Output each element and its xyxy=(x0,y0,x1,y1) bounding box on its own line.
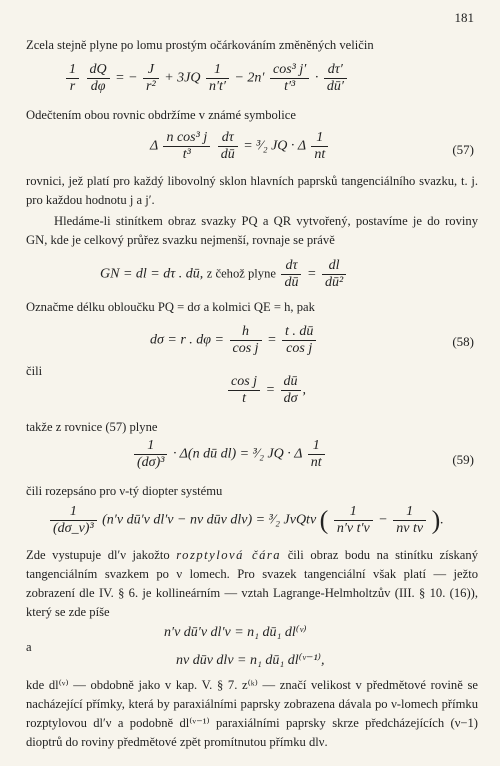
paragraph-1: Zcela stejně plyne po lomu prostým očárkováním změněných veličin xyxy=(26,38,374,52)
page-number: 181 xyxy=(454,10,474,25)
paragraph-9: Zde vystupuje dl′ν jakožto rozptylová čára čili obraz bodu na stinítku získaný tangenciálním svazkem po ν lomech. Pro svazek tangenciální však platí — ježto zobrazení dle IV. § 6. je kollineárním — vztah Lagrange-Helmholtzův (III. § 10. (16)), který se zde píše xyxy=(26,548,478,619)
equation-lagrange-1: n′ν dū′ν dl′ν = n₁ dū₁ dl⁽ᵛ⁾ xyxy=(164,625,307,640)
paragraph-4: Hledáme-li stinítkem obraz svazky PQ a QR vytvořený, postavíme je do roviny GN, kde je celkový průřez svazku nejmenší, rovnaje se právě xyxy=(26,214,478,247)
paragraph-7: takže z rovnice (57) plyne xyxy=(26,420,158,434)
equation-cosj: $\frac{\text{cos j}}{t}$ = $\frac{dū}{d\sigma}$ , xyxy=(226,374,306,407)
equation-59: $\frac{1}{\text{(dσ)³}}$ · Δ(n dū dl) = ³⁄₂ JQ · Δ $\frac{1}{nt}$ xyxy=(132,438,327,471)
paragraph-2: Odečtením obou rovnic obdržíme v známé symbolice xyxy=(26,108,296,122)
equation-nu: $\frac{1}{\text{(dσ\_ν)³}}$ (n′ν dū′ν dl′ν − nν dūν dlν) = ³⁄₂ JνQtν ( $\frac{1}{\text{n′ν t′ν}}$ − $\frac{1}{\text{nν tν}}$ ). xyxy=(48,504,444,537)
paragraph-10: a xyxy=(26,640,32,654)
paragraph-8: čili rozepsáno pro ν-tý diopter systému xyxy=(26,484,223,498)
equation-number-58: (58) xyxy=(452,334,474,349)
paragraph-5: Označme délku obloučku PQ = dσ a kolmici QE = h, pak xyxy=(26,300,315,314)
equation-58: dσ = r . dφ = $\frac{h}{\text{cos j}}$ = $\frac{t . dū}{\text{cos j}}$ xyxy=(150,324,318,357)
equation-number-59: (59) xyxy=(452,452,474,467)
paragraph-6: čili xyxy=(26,364,43,378)
paragraph-11: kde dl⁽ᵛ⁾ — obdobně jako v kap. V. § 7. z⁽ᵏ⁾ — značí velikost v předmětové rovině se nacházející přímky, která by paraxiálními paprsky zobrazena dávala po ν-lomech přímku rozptylovou dl′ν a podobně dl⁽ᵛ⁻¹⁾ paraxiálními paprsky skrze předcházejících (ν−1) dioptrů do roviny předmětové zpět promítnutou přímku dlν. xyxy=(26,678,478,749)
equation-gn: GN = dl = dτ . dū, z čehož plyne $\frac{d\tau}{dū}$ = $\frac{dl}{\text{dū²}}$ xyxy=(100,258,348,291)
equation-57: Δ $\frac{\text{n cos³ j}}{\text{t³}}$ $\frac{d\tau}{dū}$ = ³⁄₂ JQ · Δ $\frac{1}{nt}$ xyxy=(150,130,330,163)
equation-1: $\frac{1}{r}$ $\frac{dQ}{d\varphi}$ = − $\frac{J}{\text{r²}}$ + 3JQ $\frac{1}{n't'}$ − 2n′ $\frac{\text{cos³ j′}}{\text{t′³}}$ · $\frac{d\tau'}{dū'}$ xyxy=(64,62,349,95)
equation-number-57: (57) xyxy=(452,142,474,157)
equation-lagrange-2: nν dūν dlν = n₁ dū₁ dl⁽ᵛ⁻¹⁾, xyxy=(176,653,325,668)
paragraph-3: rovnici, jež platí pro každý libovolný sklon hlavních paprsků tangenciálního svazku, t. j. pro každou hodnotu j a j′. xyxy=(26,174,478,207)
